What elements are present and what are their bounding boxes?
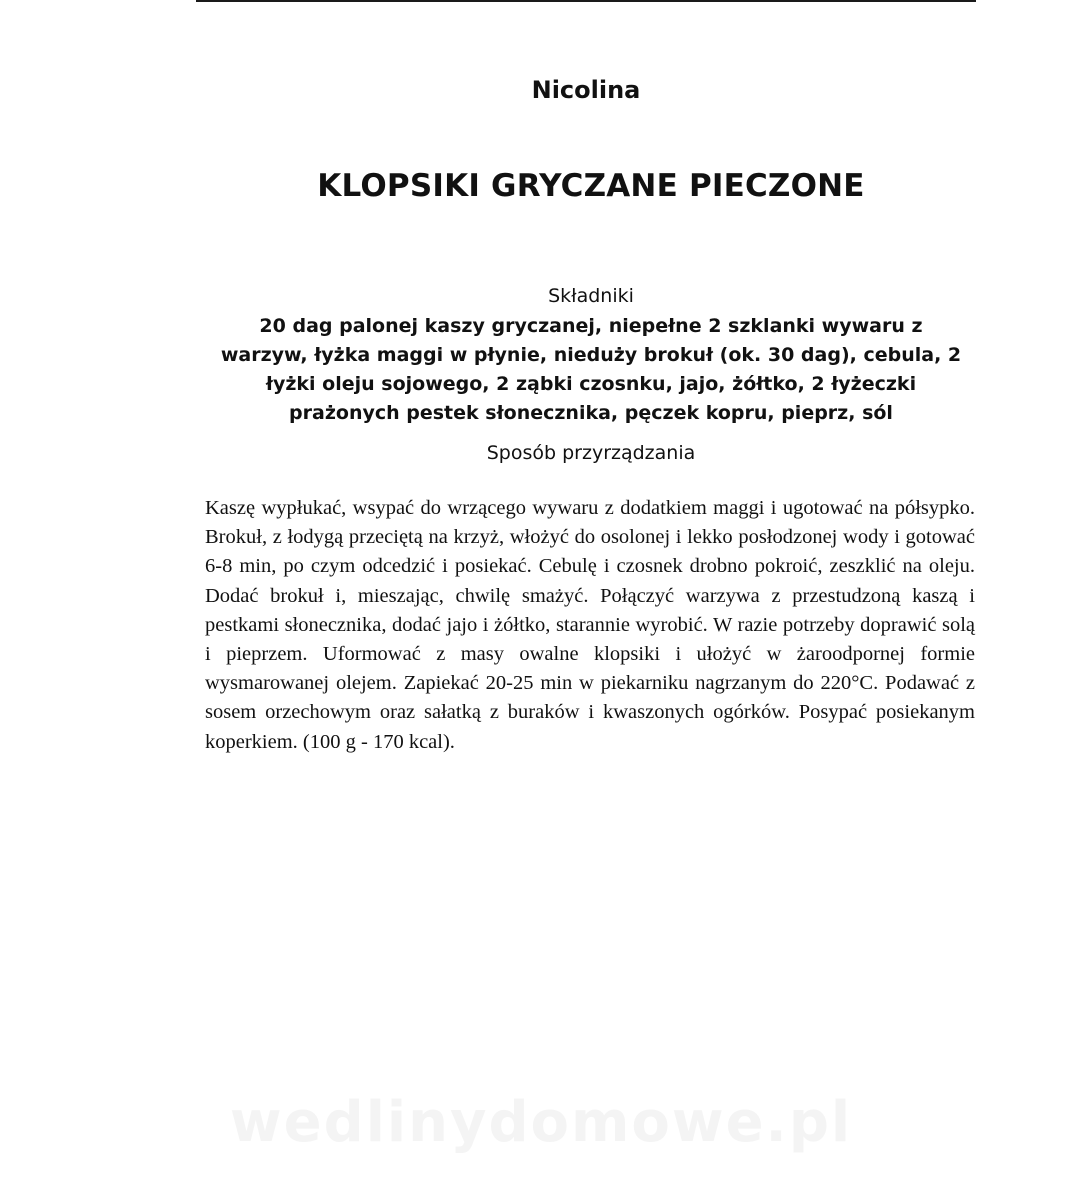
method-text: Kaszę wypłukać, wsypać do wrzącego wywaru z dodatkiem maggi i ugotować na półsypko. Brokuł, z łodygą przeciętą na krzyż, włożyć do osolonej i lekko posłodzonej wody i gotować 6-8 min, po czym odcedzić i posiekać. Cebulę i czosnek drobno pokroić, zeszklić na oleju. Dodać brokuł i, mieszając, chwilę smażyć. Połączyć warzywa z przestudzoną kaszą i pestkami słonecznika, dodać jajo i żółtko, starannie wyrobić. W razie potrzeby doprawić solą i pieprzem. Uformować z masy owalne klopsiki i ułożyć w żaroodpornej formie wysmarowanej olejem. Zapiekać 20-25 min w piekarniku nagrzanym do 220°C. Podawać z sosem orzechowym oraz sałatką z buraków i kwaszonych ogórków. Posypać posiekanym koperkiem. (100 g - 170 kcal). — [205, 497, 975, 753]
ingredients-heading: Składniki — [548, 285, 634, 307]
author-name: Nicolina — [531, 76, 641, 104]
top-rule — [196, 0, 976, 2]
watermark: wedlinydomowe.pl — [229, 1090, 853, 1155]
ingredients-list: 20 dag palonej kaszy gryczanej, niepełne 2 szklanki wywaru z warzyw, łyżka maggi w płynie, nieduży brokuł (ok. 30 dag), cebula, 2 łyżki oleju sojowego, 2 ząbki czosnku, jajo, żółtko, 2 łyżeczki prażonych pestek słonecznika, pęczek kopru, pieprz, sól — [220, 315, 962, 424]
recipe-title: KLOPSIKI GRYCZANE PIECZONE — [317, 168, 865, 204]
method-heading: Sposób przyrządzania — [486, 442, 696, 464]
